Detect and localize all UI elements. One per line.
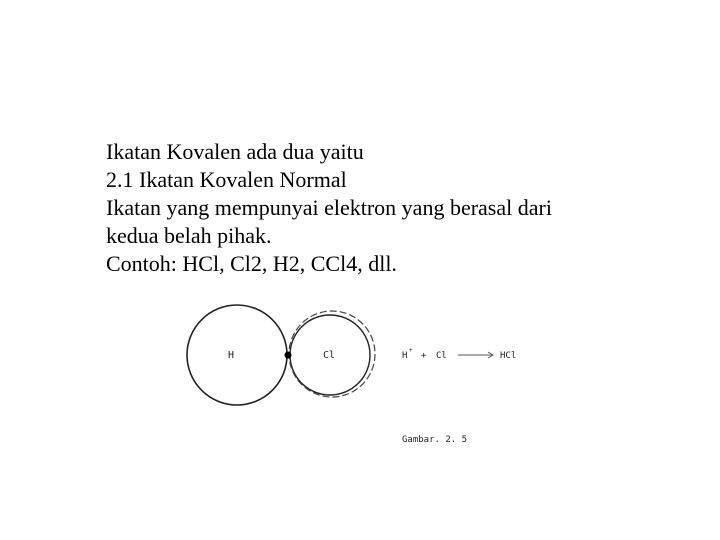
text-line-definition-2: kedua belah pihak. <box>106 223 272 248</box>
equation-reactant-hydrogen: H <box>402 351 408 361</box>
text-line-heading: Ikatan Kovalen ada dua yaitu <box>106 139 364 164</box>
slide-text <box>106 138 666 278</box>
chlorine-label: Cl <box>323 350 336 361</box>
equation-arrow-head <box>488 352 493 358</box>
equation-hydrogen-charge: + <box>409 347 413 354</box>
equation-reactant-chlorine: Cl <box>436 351 447 361</box>
chlorine-atom-circle <box>290 315 370 395</box>
chlorine-atom-outer-circle <box>289 311 375 397</box>
shared-electron-dot <box>285 352 292 359</box>
figure-caption: Gambar. 2. 5 <box>402 435 468 445</box>
hydrogen-atom-circle <box>187 305 287 405</box>
equation-plus: + <box>421 351 427 361</box>
hydrogen-label: H <box>228 350 235 361</box>
text-line-subheading: 2.1 Ikatan Kovalen Normal <box>106 167 347 192</box>
equation-product: HCl <box>500 351 517 361</box>
text-line-examples: Contoh: HCl, Cl2, H2, CCl4, dll. <box>106 251 397 276</box>
text-line-definition-1: Ikatan yang mempunyai elektron yang berasal dari <box>106 195 552 220</box>
